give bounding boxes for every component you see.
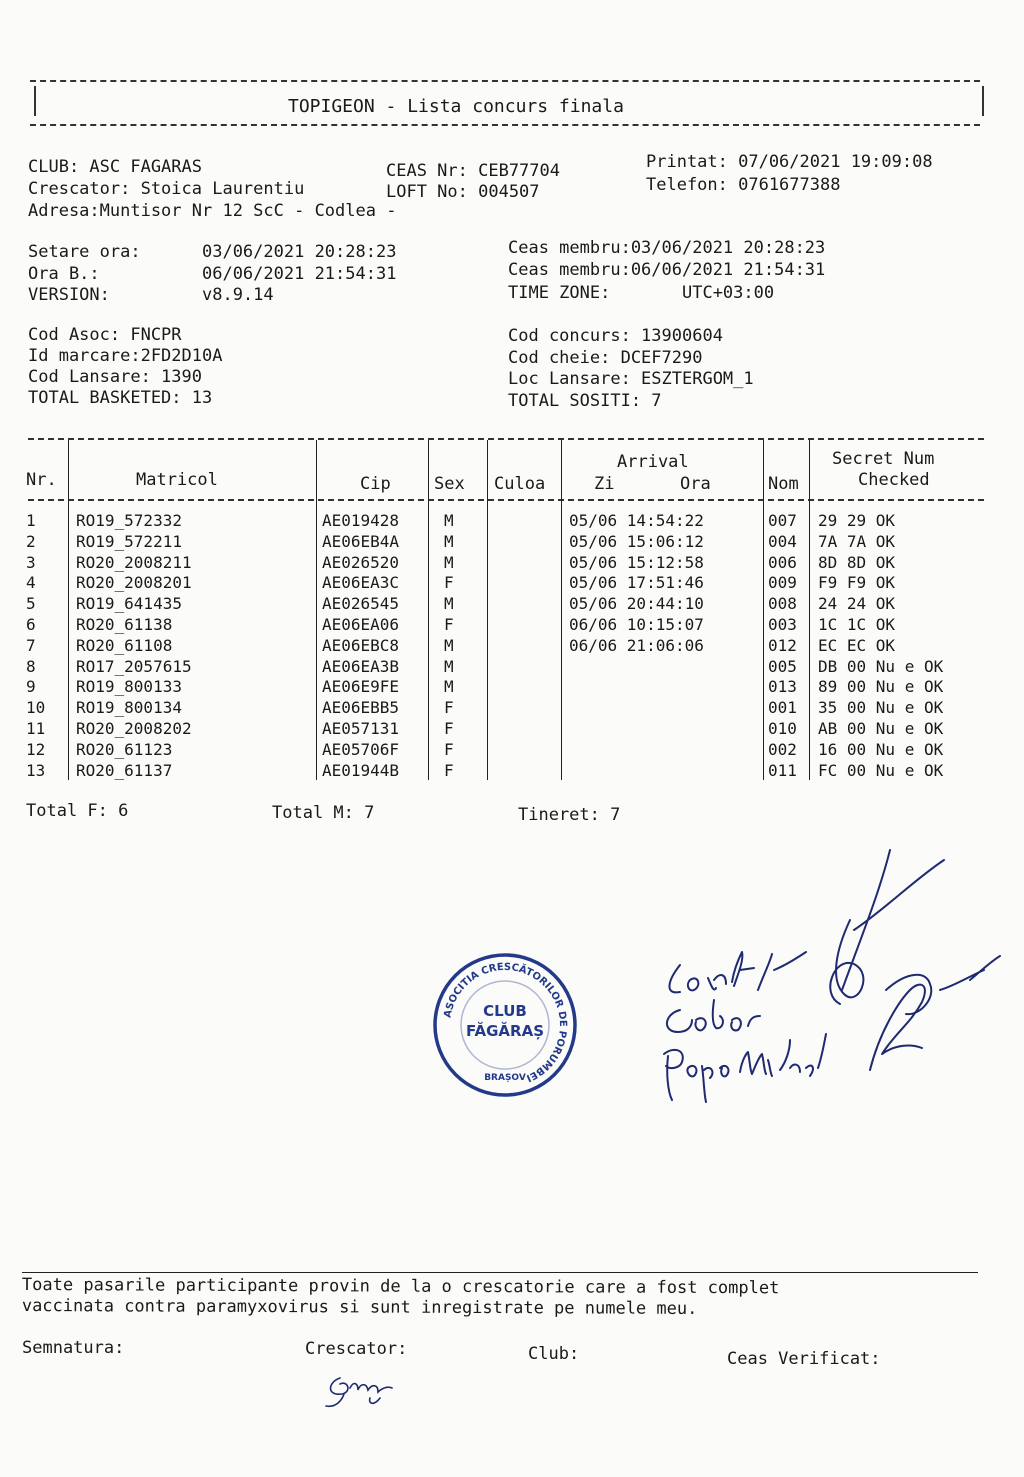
cell-cip: AE026520 bbox=[322, 552, 400, 572]
cell-sex: F bbox=[444, 739, 454, 759]
cell-cip: AE06EA3C bbox=[322, 573, 400, 593]
cell-cip: AE06E9FE bbox=[322, 677, 400, 697]
cell-secret-checked: DB 00 Nu e OK bbox=[818, 656, 944, 676]
col-sep bbox=[68, 440, 69, 780]
cell-nr: 13 bbox=[26, 760, 46, 780]
cell-nom: 011 bbox=[768, 760, 797, 780]
cell-nr: 7 bbox=[26, 635, 36, 655]
cell-sex: F bbox=[444, 615, 454, 634]
title-right-border bbox=[982, 86, 984, 116]
cell-nr: 11 bbox=[26, 719, 46, 738]
cell-cip: AE01944B bbox=[322, 760, 400, 780]
cell-secret-checked: 7A 7A OK bbox=[818, 531, 896, 551]
header-cip: Cip bbox=[360, 474, 391, 494]
crescator-name: Crescator: Stoica Laurentiu bbox=[28, 179, 305, 199]
cell-nr: 4 bbox=[26, 573, 36, 593]
cell-nom: 007 bbox=[768, 511, 797, 530]
header-culoa: Culoa bbox=[494, 474, 546, 494]
cell-matricol: RO19_800134 bbox=[76, 698, 182, 718]
cell-sex: M bbox=[444, 511, 454, 530]
cell-cip: AE06EBC8 bbox=[322, 635, 400, 655]
stamp-city: BRAȘOV bbox=[484, 1073, 526, 1083]
cell-cip: AE06EB4A bbox=[322, 531, 400, 551]
header-checked: Checked bbox=[858, 470, 930, 490]
cell-cip: AE06EA06 bbox=[322, 615, 400, 634]
cod-asoc: Cod Asoc: FNCPR bbox=[28, 325, 182, 345]
cell-sex: M bbox=[444, 677, 454, 697]
version: VERSION: v8.9.14 bbox=[28, 285, 274, 305]
cell-nr: 5 bbox=[26, 594, 36, 614]
cell-matricol: RO20_61138 bbox=[76, 615, 173, 634]
col-sep bbox=[763, 440, 764, 780]
title-bottom-border bbox=[30, 124, 980, 126]
label-crescator: Crescator: bbox=[305, 1339, 408, 1359]
cell-nr: 10 bbox=[26, 698, 46, 718]
cell-arrival: 05/06 14:54:22 bbox=[569, 511, 704, 530]
cell-cip: AE057131 bbox=[322, 719, 400, 738]
cell-matricol: RO20_61123 bbox=[76, 739, 173, 759]
cell-matricol: RO19_572211 bbox=[76, 531, 182, 551]
cell-cip: AE06EBB5 bbox=[322, 698, 400, 718]
cell-nr: 9 bbox=[26, 677, 36, 697]
cell-sex: F bbox=[444, 573, 454, 593]
label-semnatura: Semnatura: bbox=[22, 1338, 125, 1358]
cell-secret-checked: 16 00 Nu e OK bbox=[818, 739, 944, 759]
ceas-membru-start: Ceas membru:03/06/2021 20:28:23 bbox=[508, 238, 826, 258]
table-header-border bbox=[28, 499, 984, 501]
cell-arrival: 05/06 15:12:58 bbox=[569, 552, 704, 572]
title-top-border bbox=[30, 80, 980, 82]
cell-nr: 2 bbox=[26, 531, 36, 551]
cell-cip: AE06EA3B bbox=[322, 656, 400, 676]
cell-nr: 6 bbox=[26, 615, 36, 634]
header-nr: Nr. bbox=[26, 470, 57, 490]
cod-cheie: Cod cheie: DCEF7290 bbox=[508, 348, 703, 368]
cell-sex: M bbox=[444, 552, 454, 572]
cell-nom: 010 bbox=[768, 719, 797, 738]
committee-signatures bbox=[640, 820, 1020, 1120]
cell-nom: 001 bbox=[768, 698, 797, 718]
table-top-border bbox=[28, 438, 984, 440]
total-m: Total M: 7 bbox=[272, 803, 375, 823]
cell-nom: 012 bbox=[768, 635, 797, 655]
cell-matricol: RO20_2008211 bbox=[76, 552, 192, 572]
stamp-seal bbox=[430, 950, 580, 1100]
cell-secret-checked: 1C 1C OK bbox=[818, 615, 896, 634]
cell-secret-checked: 35 00 Nu e OK bbox=[818, 698, 944, 718]
cell-nr: 1 bbox=[26, 511, 36, 530]
cell-secret-checked: EC EC OK bbox=[818, 635, 896, 655]
cell-sex: F bbox=[444, 719, 454, 738]
cell-matricol: RO20_2008201 bbox=[76, 573, 192, 593]
id-marcare: Id marcare:2FD2D10A bbox=[28, 346, 223, 366]
cell-secret-checked: 24 24 OK bbox=[818, 594, 896, 614]
ceas-nr: CEAS Nr: CEB77704 bbox=[386, 161, 560, 181]
cell-cip: AE019428 bbox=[322, 511, 400, 530]
cell-cip: AE026545 bbox=[322, 594, 400, 614]
cell-arrival: 05/06 17:51:46 bbox=[569, 573, 704, 593]
cell-nom: 002 bbox=[768, 739, 797, 759]
label-ceas-verificat: Ceas Verificat: bbox=[727, 1349, 881, 1369]
label-club: Club: bbox=[528, 1344, 580, 1364]
stamp-ring-text: ASOCITIA CRESCĂTORILOR DE PORUMBEI bbox=[442, 961, 569, 1084]
stamp-fagaras: FĂGĂRAȘ bbox=[465, 1022, 545, 1040]
ora-b: Ora B.: 06/06/2021 21:54:31 bbox=[28, 264, 397, 284]
cell-secret-checked: 8D 8D OK bbox=[818, 552, 896, 572]
loc-lansare: Loc Lansare: ESZTERGOM_1 bbox=[508, 369, 754, 389]
ceas-membru-end: Ceas membru:06/06/2021 21:54:31 bbox=[508, 260, 826, 280]
setare-ora: Setare ora: 03/06/2021 20:28:23 bbox=[28, 242, 397, 262]
header-zi: Zi bbox=[594, 474, 615, 494]
cell-nom: 005 bbox=[768, 656, 797, 676]
cell-nr: 12 bbox=[26, 739, 46, 759]
cell-matricol: RO20_2008202 bbox=[76, 719, 192, 738]
col-sep bbox=[428, 440, 429, 780]
cell-matricol: RO17_2057615 bbox=[76, 656, 192, 676]
col-sep bbox=[561, 440, 562, 780]
document-title: TOPIGEON - Lista concurs finala bbox=[288, 96, 624, 117]
cell-nom: 009 bbox=[768, 573, 797, 593]
cell-nom: 013 bbox=[768, 677, 797, 697]
cell-matricol: RO20_61108 bbox=[76, 635, 173, 655]
cell-sex: F bbox=[444, 698, 454, 718]
cell-sex: M bbox=[444, 531, 454, 551]
cod-concurs: Cod concurs: 13900604 bbox=[508, 326, 723, 346]
cell-nom: 003 bbox=[768, 615, 797, 634]
cell-nom: 004 bbox=[768, 531, 797, 551]
cell-secret-checked: F9 F9 OK bbox=[818, 573, 896, 593]
cell-arrival: 06/06 10:15:07 bbox=[569, 615, 704, 634]
header-sex: Sex bbox=[434, 474, 465, 494]
cell-secret-checked: FC 00 Nu e OK bbox=[818, 760, 944, 780]
cell-matricol: RO19_641435 bbox=[76, 594, 182, 614]
cell-matricol: RO19_800133 bbox=[76, 677, 182, 697]
declaration-text: Toate pasarile participante provin de la o crescatorie care a fost complet vaccinata contra paramyxovirus si sunt inregistrate pe numele meu. bbox=[21, 1275, 780, 1319]
cell-sex: M bbox=[444, 635, 454, 655]
cell-cip: AE05706F bbox=[322, 739, 400, 759]
col-sep bbox=[487, 440, 488, 780]
cell-sex: F bbox=[444, 760, 454, 780]
footer-divider bbox=[22, 1272, 978, 1273]
phone: Telefon: 0761677388 bbox=[646, 175, 841, 195]
time-zone: TIME ZONE: UTC+03:00 bbox=[508, 283, 775, 303]
cell-secret-checked: 89 00 Nu e OK bbox=[818, 677, 944, 697]
printed-date: Printat: 07/06/2021 19:09:08 bbox=[646, 152, 933, 172]
title-left-border bbox=[34, 86, 36, 116]
header-ora: Ora bbox=[680, 474, 711, 494]
address: Adresa:Muntisor Nr 12 ScC - Codlea - bbox=[28, 201, 397, 221]
cell-nr: 3 bbox=[26, 552, 36, 572]
cell-sex: M bbox=[444, 594, 454, 614]
header-matricol: Matricol bbox=[136, 470, 218, 490]
tineret: Tineret: 7 bbox=[518, 805, 621, 825]
cell-matricol: RO19_572332 bbox=[76, 511, 182, 530]
cell-sex: M bbox=[444, 656, 454, 676]
cell-arrival: 05/06 20:44:10 bbox=[569, 594, 704, 614]
header-secret-num: Secret Num bbox=[832, 449, 935, 469]
total-basketed: TOTAL BASKETED: 13 bbox=[28, 388, 213, 408]
cell-nr: 8 bbox=[26, 656, 36, 676]
crescator-signature bbox=[320, 1368, 410, 1414]
stamp-club: CLUB bbox=[483, 1002, 527, 1020]
cod-lansare: Cod Lansare: 1390 bbox=[28, 367, 202, 387]
cell-nom: 008 bbox=[768, 594, 797, 614]
header-nom: Nom bbox=[768, 474, 799, 494]
cell-secret-checked: AB 00 Nu e OK bbox=[818, 719, 944, 738]
col-sep bbox=[809, 440, 810, 780]
cell-arrival: 06/06 21:06:06 bbox=[569, 635, 704, 655]
cell-secret-checked: 29 29 OK bbox=[818, 511, 896, 530]
col-sep bbox=[316, 440, 317, 780]
header-arrival: Arrival bbox=[617, 452, 689, 472]
cell-arrival: 05/06 15:06:12 bbox=[569, 531, 704, 551]
cell-nom: 006 bbox=[768, 552, 797, 572]
loft-no: LOFT No: 004507 bbox=[386, 182, 540, 202]
total-sositi: TOTAL SOSITI: 7 bbox=[508, 391, 662, 411]
total-f: Total F: 6 bbox=[26, 801, 129, 821]
cell-matricol: RO20_61137 bbox=[76, 760, 173, 780]
club-name: CLUB: ASC FAGARAS bbox=[28, 157, 202, 177]
